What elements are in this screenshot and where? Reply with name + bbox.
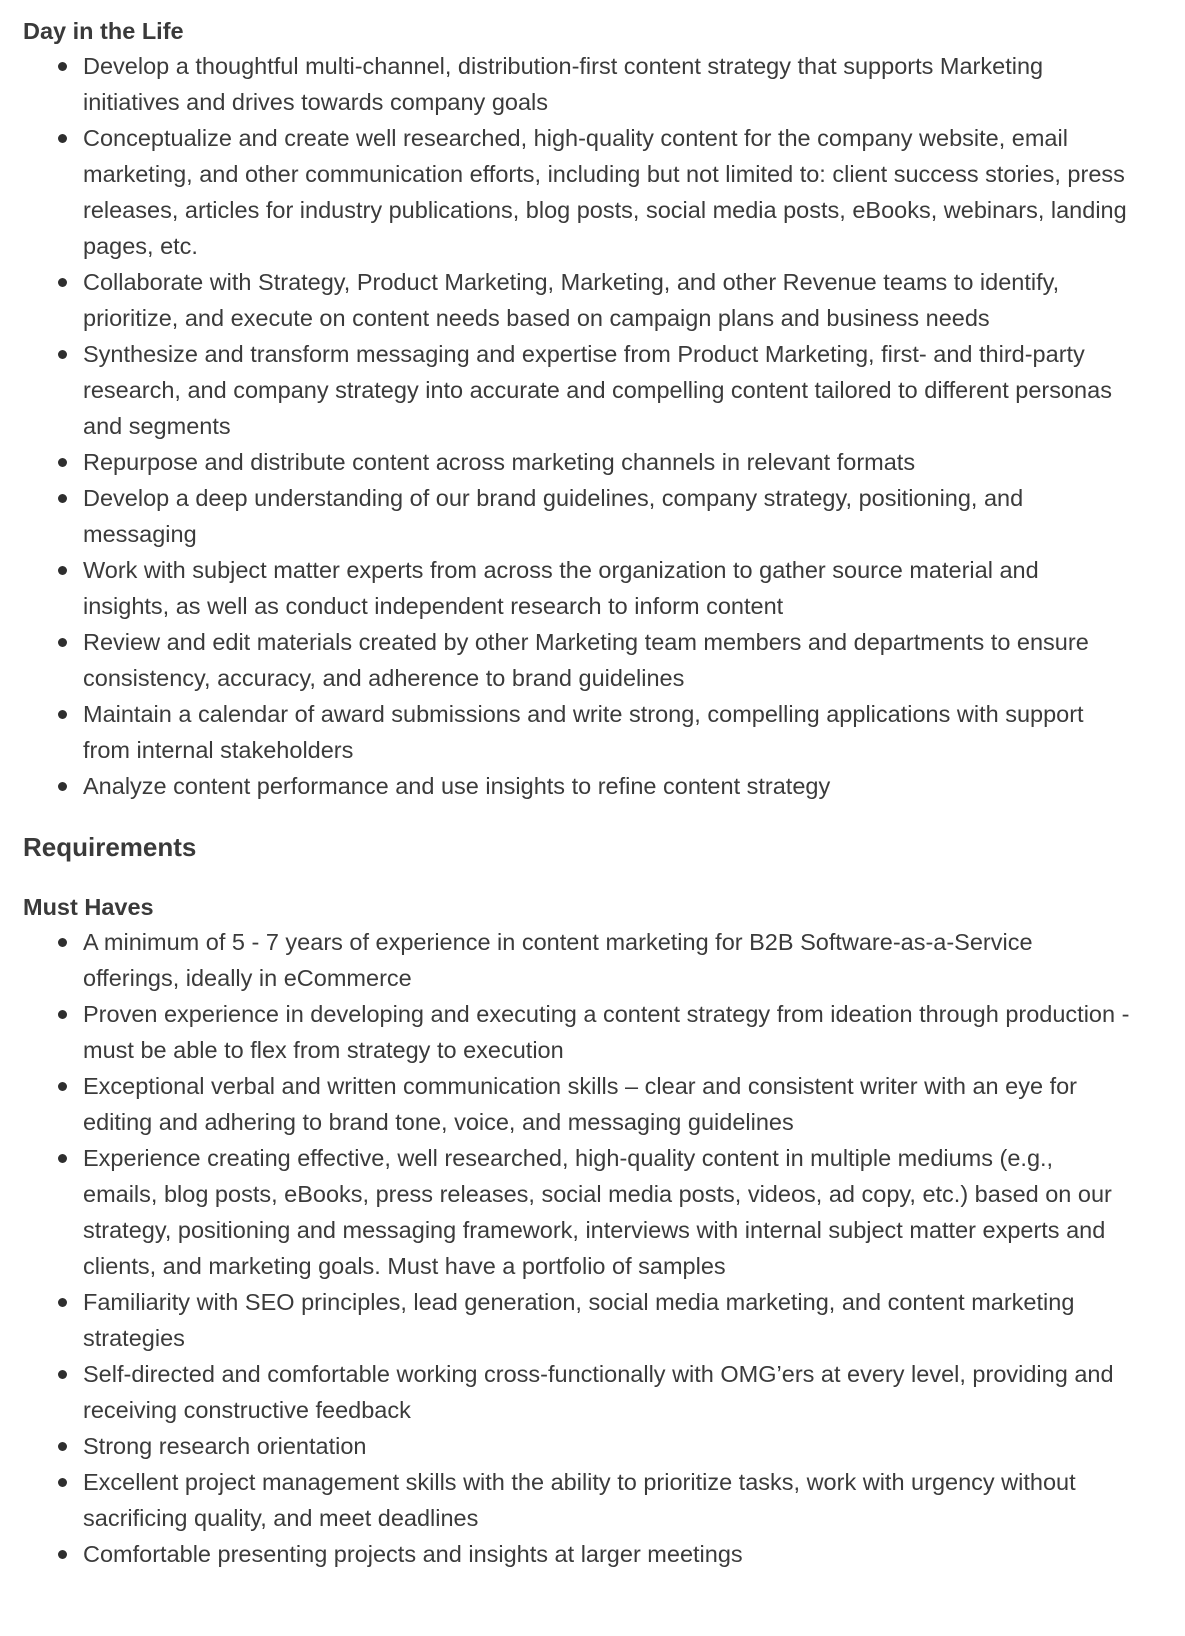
list-item-text: Develop a deep understanding of our brand guidelines, company strategy, positioning, and messaging [83,485,1024,547]
list-item-text: Excellent project management skills with the ability to prioritize tasks, work with urgency without sacrificing quality, and meet deadlines [83,1469,1076,1531]
bullet-icon [58,350,67,359]
list-item [23,336,1185,444]
list-item [23,1356,1185,1428]
list-item [23,1140,1185,1284]
list-item-text: Exceptional verbal and written communication skills – clear and consistent writer with an eye for editing and adhering to brand tone, voice, and messaging guidelines [83,1073,1077,1135]
bullet-icon [58,278,67,287]
list-item [23,1428,1185,1464]
bullet-icon [58,1010,67,1019]
bullet-icon [58,1370,67,1379]
list-item [23,264,1185,336]
must-haves-list [23,924,1185,1572]
list-item-text: Strong research orientation [83,1433,367,1459]
list-item [23,444,1185,480]
bullet-icon [58,1082,67,1091]
bullet-icon [58,710,67,719]
list-item-text: Collaborate with Strategy, Product Marketing, Marketing, and other Revenue teams to identify, prioritize, and execute on content needs based on campaign plans and business needs [83,269,1060,331]
list-item [23,696,1185,768]
list-item-text: Self-directed and comfortable working cross-functionally with OMG’ers at every level, providing and receiving constructive feedback [83,1361,1114,1423]
list-item-text: Synthesize and transform messaging and expertise from Product Marketing, first- and third-party research, and company strategy into accurate and compelling content tailored to different personas and segments [83,341,1112,439]
list-item [23,480,1185,552]
list-item-text: Analyze content performance and use insights to refine content strategy [83,773,831,799]
list-item-text: Repurpose and distribute content across marketing channels in relevant formats [83,449,916,475]
list-item [23,1536,1185,1572]
list-item-text: Develop a thoughtful multi-channel, distribution-first content strategy that supports Marketing initiatives and drives towards company goals [83,53,1044,115]
list-item-text: A minimum of 5 - 7 years of experience in content marketing for B2B Software-as-a-Service offerings, ideally in eCommerce [83,929,1033,991]
day-in-the-life-heading: Day in the Life [23,18,184,44]
list-item [23,1068,1185,1140]
list-item-text: Experience creating effective, well researched, high-quality content in multiple mediums (e.g., emails, blog posts, eBooks, press releases, social media posts, videos, ad copy, etc.) based on our strategy, positioning and messaging framework, interviews with internal subject matter experts and clients, and marketing goals. Must have a portfolio of samples [83,1145,1112,1279]
list-item-text: Maintain a calendar of award submissions and write strong, compelling applications with support from internal stakeholders [83,701,1084,763]
bullet-icon [58,62,67,71]
list-item [23,624,1185,696]
bullet-icon [58,638,67,647]
bullet-icon [58,566,67,575]
bullet-icon [58,938,67,947]
bullet-icon [58,458,67,467]
list-item-text: Proven experience in developing and executing a content strategy from ideation through production - must be able to flex from strategy to execution [83,1001,1130,1063]
bullet-icon [58,494,67,503]
requirements-heading: Requirements [23,832,197,862]
list-item-text: Review and edit materials created by other Marketing team members and departments to ensure consistency, accuracy, and adherence to brand guidelines [83,629,1089,691]
list-item [23,552,1185,624]
day-in-the-life-list [23,48,1185,804]
bullet-icon [58,782,67,791]
bullet-icon [58,1154,67,1163]
list-item [23,768,1185,804]
list-item-text: Conceptualize and create well researched, high-quality content for the company website, email marketing, and other communication efforts, including but not limited to: client success stories, press releases, articles for industry publications, blog posts, social media posts, eBooks, webinars, landing pages, etc. [83,125,1127,259]
list-item-text: Comfortable presenting projects and insights at larger meetings [83,1541,743,1567]
must-haves-heading: Must Haves [23,894,154,920]
list-item [23,996,1185,1068]
list-item [23,1464,1185,1536]
list-item [23,924,1185,996]
list-item-text: Familiarity with SEO principles, lead generation, social media marketing, and content marketing strategies [83,1289,1075,1351]
bullet-icon [58,134,67,143]
list-item [23,1284,1185,1356]
bullet-icon [58,1478,67,1487]
bullet-icon [58,1298,67,1307]
bullet-icon [58,1550,67,1559]
bullet-icon [58,1442,67,1451]
list-item [23,48,1185,120]
list-item-text: Work with subject matter experts from across the organization to gather source material and insights, as well as conduct independent research to inform content [83,557,1039,619]
list-item [23,120,1185,264]
